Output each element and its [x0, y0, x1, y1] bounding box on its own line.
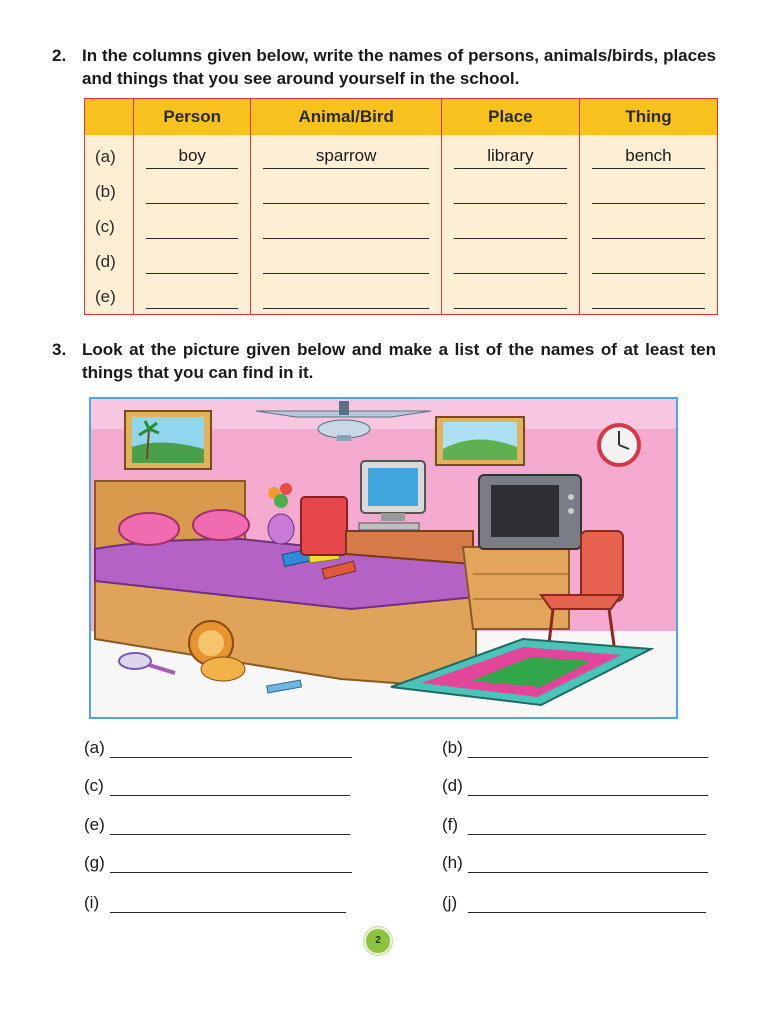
- wall-picture-beach: [125, 411, 211, 469]
- desk-chair: [301, 497, 347, 555]
- table-header-person: Person: [134, 99, 251, 136]
- answer-line-e[interactable]: [84, 815, 350, 835]
- answer-line-i[interactable]: [84, 893, 346, 913]
- wall-picture-hills: [436, 417, 524, 465]
- television: [479, 475, 581, 549]
- question-2-number: 2.: [52, 46, 67, 65]
- answer-blank[interactable]: [454, 214, 567, 239]
- answer-blank[interactable]: [454, 284, 567, 309]
- answer-blank[interactable]: [263, 214, 429, 239]
- answer-line-d[interactable]: [442, 776, 708, 796]
- answer-blank[interactable]: [592, 249, 705, 274]
- row-label: (c): [85, 209, 134, 244]
- answer-label: (i): [84, 893, 100, 912]
- answer-blank[interactable]: [146, 284, 238, 309]
- answer-line-g[interactable]: [84, 853, 352, 873]
- answer-blank[interactable]: [110, 739, 352, 758]
- table-row: [85, 209, 718, 244]
- table-header-blank: [85, 99, 134, 136]
- answer-label: (c): [84, 776, 104, 795]
- table-header-animal: Animal/Bird: [251, 99, 442, 136]
- answer-label: (j): [442, 893, 458, 912]
- answer-blank[interactable]: boy: [146, 144, 238, 169]
- answer-blank[interactable]: [110, 894, 346, 913]
- answer-blank[interactable]: [468, 816, 706, 835]
- question-2-text: In the columns given below, write the names of persons, animals/birds, places and things that you see around yourself in the school.: [82, 46, 716, 88]
- answer-blank[interactable]: [468, 739, 708, 758]
- row-label: (a): [85, 135, 134, 174]
- answer-blank[interactable]: [263, 249, 429, 274]
- table-row: [85, 135, 718, 174]
- answer-blank[interactable]: [263, 284, 429, 309]
- answer-label: (a): [84, 738, 105, 757]
- answer-blank[interactable]: sparrow: [263, 144, 429, 169]
- answer-blank[interactable]: [468, 854, 708, 873]
- bedroom-illustration-drawing: [91, 399, 676, 717]
- answer-blank[interactable]: [263, 179, 429, 204]
- answer-blank[interactable]: [146, 249, 238, 274]
- keyboard: [359, 523, 419, 530]
- answer-blank[interactable]: [592, 214, 705, 239]
- question-3-text: Look at the picture given below and make a list of the names of at least ten things that you can find in it.: [82, 340, 716, 382]
- answer-line-b[interactable]: [442, 738, 708, 758]
- answer-label: (f): [442, 815, 459, 834]
- question-3-number: 3.: [52, 340, 67, 359]
- answer-blank[interactable]: [110, 854, 352, 873]
- answer-blank[interactable]: [592, 284, 705, 309]
- question-2: [52, 44, 716, 90]
- answer-blank[interactable]: [110, 777, 350, 796]
- answer-label: (e): [84, 815, 105, 834]
- page-number-badge: 2: [364, 927, 392, 955]
- answer-blank[interactable]: library: [454, 144, 567, 169]
- answer-blank[interactable]: [454, 249, 567, 274]
- answer-blank[interactable]: [110, 816, 350, 835]
- answer-blank[interactable]: [468, 777, 708, 796]
- wall-clock: [599, 425, 639, 465]
- answer-blank[interactable]: [146, 214, 238, 239]
- answer-label: (h): [442, 853, 463, 872]
- answer-line-c[interactable]: [84, 776, 350, 796]
- answer-blank[interactable]: bench: [592, 144, 705, 169]
- answer-blank[interactable]: [468, 894, 706, 913]
- pillow: [193, 510, 249, 540]
- row-label: (e): [85, 279, 134, 315]
- answer-line-a[interactable]: [84, 738, 352, 758]
- table-row: [85, 279, 718, 315]
- question-3: [52, 338, 716, 384]
- table-header-thing: Thing: [579, 99, 717, 136]
- table-row: [85, 244, 718, 279]
- answer-label: (g): [84, 853, 105, 872]
- row-label: (d): [85, 244, 134, 279]
- table-header-row: [85, 99, 718, 136]
- answer-blank[interactable]: [592, 179, 705, 204]
- answer-blank[interactable]: [146, 179, 238, 204]
- answer-line-j[interactable]: [442, 893, 706, 913]
- answer-line-f[interactable]: [442, 815, 706, 835]
- pillow: [119, 513, 179, 545]
- answer-label: (d): [442, 776, 463, 795]
- bedroom-illustration: [89, 397, 678, 719]
- answer-table: [84, 98, 718, 315]
- answer-blank[interactable]: [454, 179, 567, 204]
- answer-line-h[interactable]: [442, 853, 708, 873]
- table-row: [85, 174, 718, 209]
- table-header-place: Place: [441, 99, 579, 136]
- row-label: (b): [85, 174, 134, 209]
- answer-label: (b): [442, 738, 463, 757]
